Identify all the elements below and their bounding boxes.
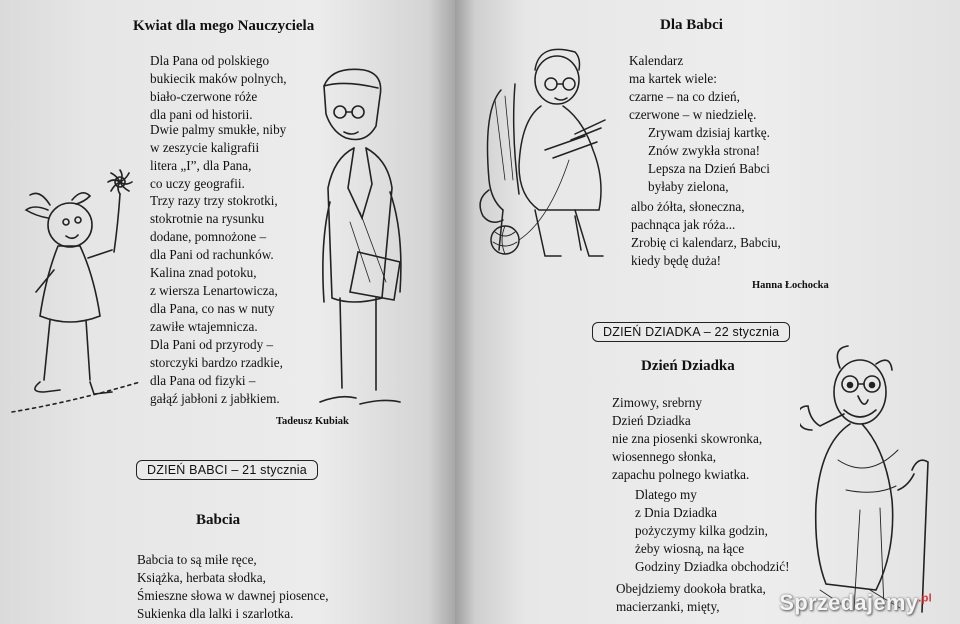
poem-line: Sukienka dla lalki i szarlotka.	[137, 606, 294, 621]
poem-line: Znów zwykła strona!	[648, 143, 761, 158]
poem-line: Zrywam dzisiaj kartkę.	[648, 125, 770, 140]
poem-line: Dwie palmy smukłe, niby	[150, 122, 287, 137]
left-page	[0, 0, 455, 624]
poem-stanza	[150, 121, 286, 193]
poem-line: pachnąca jak róża...	[631, 217, 736, 232]
poem-line: dla Pani od rachunków.	[150, 247, 274, 262]
poem-line: Trzy razy trzy stokrotki,	[150, 193, 278, 208]
teacher-illustration	[310, 62, 450, 422]
poem-title-dla-babci: Dla Babci	[660, 17, 723, 33]
banner-dzien-dziadka: DZIEŃ DZIADKA – 22 stycznia	[592, 322, 790, 342]
poem-line: ma kartek wiele:	[629, 71, 717, 86]
poem-title-babcia: Babcia	[196, 512, 241, 528]
poem-line: bukiecik maków polnych,	[150, 71, 287, 86]
poem-stanza	[635, 486, 790, 576]
poem-line: Obejdziemy dookoła bratka,	[616, 581, 766, 596]
poem-line: nie zna piosenki skowronka,	[612, 431, 763, 446]
watermark-text: Sprzedajemy	[779, 590, 919, 615]
right-page	[455, 0, 960, 624]
watermark-suffix: .pl	[918, 592, 932, 605]
poem-line: Zrobię ci kalendarz, Babciu,	[631, 235, 781, 250]
poem-line: czarne – na co dzień,	[629, 89, 740, 104]
author-tadeusz-kubiak: Tadeusz Kubiak	[276, 416, 349, 427]
poem-stanza	[150, 336, 283, 408]
poem-line: Książka, herbata słodka,	[137, 570, 266, 585]
poem-line: macierzanki, mięty,	[616, 599, 720, 614]
poem-stanza	[616, 580, 766, 616]
poem-line: zapachu polnego kwiatka.	[612, 467, 750, 482]
poem-line: storczyki bardzo rzadkie,	[150, 355, 283, 370]
poem-line: dla pani od historii.	[150, 107, 253, 122]
poem-line: litera „I”, dla Pana,	[150, 158, 252, 173]
poem-stanza	[150, 52, 287, 124]
poem-line: dodane, pomnożone –	[150, 229, 267, 244]
poem-line: z Dnia Dziadka	[635, 505, 718, 520]
poem-stanza	[648, 124, 770, 196]
poem-title-dzien-dziadka: Dzień Dziadka	[641, 358, 735, 374]
poem-line: Dlatego my	[635, 487, 697, 502]
watermark	[779, 590, 932, 616]
poem-line: dla Pana, co nas w nuty	[150, 301, 275, 316]
poem-line: Śmieszne słowa w dawnej piosence,	[137, 588, 329, 603]
poem-stanza	[137, 551, 329, 623]
poem-line: co uczy geografii.	[150, 176, 245, 191]
poem-line: kiedy będę duża!	[631, 253, 722, 268]
grandpa-with-pipe-illustration	[800, 340, 945, 620]
author-hanna-lochocka: Hanna Łochocka	[752, 280, 829, 291]
poem-line: Kalina znad potoku,	[150, 265, 257, 280]
poem-line: wiosennego słonka,	[612, 449, 717, 464]
banner-dzien-babci: DZIEŃ BABCI – 21 stycznia	[136, 460, 318, 480]
poem-stanza	[612, 394, 762, 484]
poem-line: Dzień Dziadka	[612, 413, 691, 428]
poem-line: stokrotnie na rysunku	[150, 211, 265, 226]
girl-with-flower-illustration	[10, 160, 140, 425]
poem-line: Godziny Dziadka obchodzić!	[635, 559, 790, 574]
poem-title-kwiat: Kwiat dla mego Nauczyciela	[133, 18, 315, 34]
poem-line: Babcia to są miłe ręce,	[137, 552, 257, 567]
poem-line: Dla Pana od polskiego	[150, 53, 270, 68]
poem-line: gałąź jabłoni z jabłkiem.	[150, 391, 280, 406]
poem-stanza	[150, 192, 278, 264]
poem-line: byłaby zielona,	[648, 179, 729, 194]
poem-line: albo żółta, słoneczna,	[631, 199, 745, 214]
poem-line: czerwone – w niedzielę.	[629, 107, 757, 122]
poem-line: pożyczymy kilka godzin,	[635, 523, 768, 538]
poem-stanza	[150, 264, 278, 336]
poem-line: zawiłe wtajemnicza.	[150, 319, 258, 334]
poem-line: Dla Pani od przyrody –	[150, 337, 274, 352]
poem-line: Kalendarz	[629, 53, 684, 68]
poem-line: biało-czerwone róże	[150, 89, 258, 104]
grandma-knitting-illustration	[475, 40, 625, 270]
poem-stanza	[629, 52, 756, 124]
poem-line: dla Pana od fizyki –	[150, 373, 256, 388]
poem-line: Zimowy, srebrny	[612, 395, 702, 410]
poem-stanza	[631, 198, 781, 270]
poem-line: żeby wiosną, na łące	[635, 541, 745, 556]
poem-line: w zeszycie kaligrafii	[150, 140, 260, 155]
poem-line: z wiersza Lenartowicza,	[150, 283, 278, 298]
poem-line: Lepsza na Dzień Babci	[648, 161, 770, 176]
